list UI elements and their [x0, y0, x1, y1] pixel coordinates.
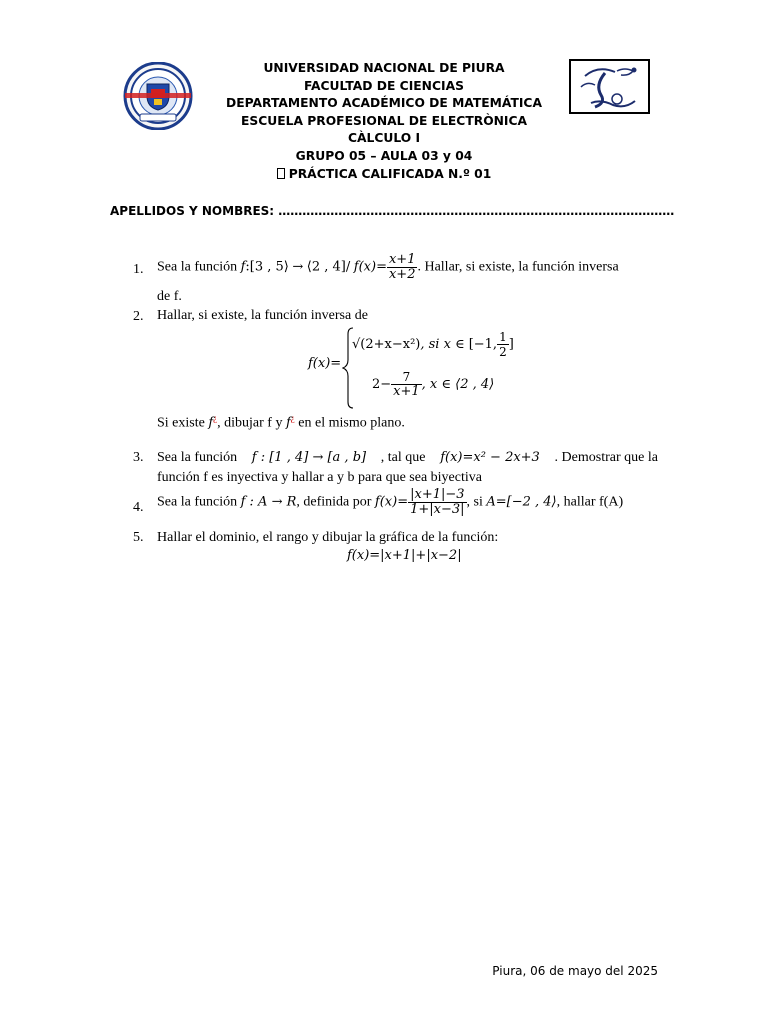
problem-4: Sea la función f : A → R, definida por f(x)= $\frac{|x+1|-3}{1+|x-3|}$ , si A=[−2 , 4⟩, hallar f(A) [157, 487, 624, 517]
piecewise-case-1: √(2+x−x²), si x ∈ [−1, $\frac{1}{2}$ ] [352, 330, 514, 359]
problem-2-tail: Si existe f¿, dibujar f y f¿ en el mismo plano. [157, 413, 405, 431]
missing-glyph-icon [277, 168, 285, 179]
student-name-field: APELLIDOS Y NOMBRES: ……………………………………………………………………………………… [110, 204, 675, 218]
problem-3-line2: función f es inyectiva y hallar a y b para que sea biyectiva [157, 470, 482, 485]
problem-5-formula: f(x)=|x+1|+|x−2| [347, 548, 462, 563]
piecewise-case-2: 2− $\frac{7}{x+1}$ , x ∈ ⟨2 , 4⟩ [372, 370, 495, 399]
problem-2-intro: Hallar, si existe, la función inversa de [157, 308, 368, 323]
school-name: ESCUELA PROFESIONAL DE ELECTRÒNICA [240, 113, 528, 128]
faculty-name: FACULTAD DE CIENCIAS [304, 78, 464, 93]
problem-3-number: 3. [133, 450, 144, 465]
exam-title: PRÁCTICA CALIFICADA N.º 01 [200, 166, 568, 184]
problem-1: Sea la función f:[3 , 5⟩ → ⟨2 , 4]/ f(x)= $\frac{x+1}{x+2}$ . Hallar, si existe, la función inversa [157, 252, 619, 282]
group-classroom: GRUPO 05 – AULA 03 y 04 [295, 148, 473, 163]
problem-4-number: 4. [133, 500, 144, 515]
university-seal-logo [120, 62, 196, 130]
course-name: CÀLCULO I [347, 131, 421, 146]
problem-1-number: 1. [133, 262, 144, 277]
footer-date: Piura, 06 de mayo del 2025 [492, 964, 658, 978]
university-name: UNIVERSIDAD NACIONAL DE PIURA [263, 61, 505, 75]
department-name: DEPARTAMENTO ACADÉMICO DE MATEMÁTICA [226, 96, 542, 111]
problem-5-text: Hallar el dominio, el rango y dibujar la gráfica de la función: [157, 530, 499, 545]
document-header [200, 60, 568, 183]
problem-5-number: 5. [133, 530, 144, 545]
problem-3-line1: Sea la función f : [1 , 4] → [a , b] , tal que f(x)=x² − 2x+3 . Demostrar que la [157, 450, 658, 465]
problem-1-line2: de f. [157, 289, 182, 304]
problem-2-fx: f(x)= [308, 356, 342, 371]
faculty-logo [569, 59, 650, 114]
problem-2-number: 2. [133, 309, 144, 324]
